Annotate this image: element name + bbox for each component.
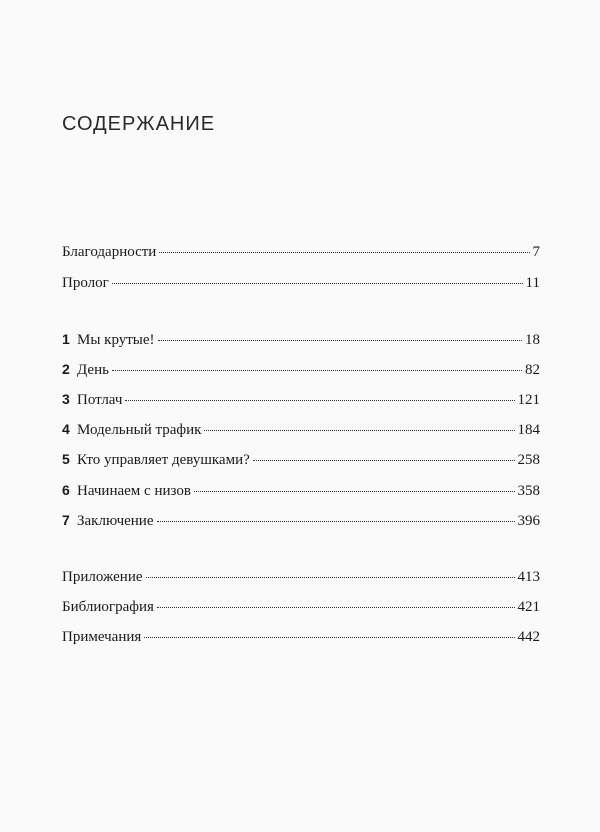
toc-entry-chapter-2 — [62, 360, 540, 379]
chapter-number: 6 — [62, 482, 70, 498]
dot-leader — [157, 606, 515, 608]
toc-entry-page: 11 — [525, 275, 540, 291]
toc-entry-title: Благодарности — [62, 244, 157, 260]
chapter-number: 3 — [62, 391, 70, 407]
toc-entry-page: 396 — [517, 513, 540, 529]
chapter-number: 5 — [62, 451, 70, 467]
toc-entry-chapter-6 — [62, 481, 540, 500]
toc-entry-chapter-3 — [62, 390, 540, 409]
toc-entry-title: Мы крутые! — [77, 332, 155, 348]
toc-entry-prologue — [62, 274, 540, 292]
dot-leader — [204, 429, 514, 431]
toc-entry-page: 18 — [525, 332, 540, 348]
toc-entry-title: Кто управляет девушками? — [77, 452, 250, 468]
toc-entry-appendix — [62, 568, 540, 586]
toc-entry-title: Пролог — [62, 275, 109, 291]
toc-entry-chapter-4 — [62, 420, 540, 439]
toc-entry-title: Примечания — [62, 629, 142, 645]
toc-entry-page: 121 — [517, 392, 540, 408]
toc-entry-chapter-5 — [62, 450, 540, 469]
toc-entry-chapter-7 — [62, 511, 540, 530]
toc-entry-page: 82 — [525, 362, 540, 378]
toc-entry-title: День — [77, 362, 109, 378]
toc-entry-page: 358 — [517, 483, 540, 499]
toc-entry-page: 184 — [517, 422, 540, 438]
toc-entry-acknowledgements — [62, 243, 540, 261]
toc-entry-page: 413 — [517, 569, 540, 585]
dot-leader — [253, 459, 515, 461]
toc-entry-chapter-1 — [62, 330, 540, 349]
toc-entry-title: Приложение — [62, 569, 143, 585]
toc-entry-page: 442 — [517, 629, 540, 645]
dot-leader — [112, 369, 522, 371]
dot-leader — [157, 520, 515, 522]
dot-leader — [146, 576, 515, 578]
chapter-number: 4 — [62, 421, 70, 437]
dot-leader — [159, 251, 529, 253]
toc-entry-page: 258 — [517, 452, 540, 468]
chapter-number: 7 — [62, 512, 70, 528]
dot-leader — [112, 282, 523, 284]
toc-entry-title: Библиография — [62, 599, 154, 615]
dot-leader — [158, 339, 522, 341]
toc-entry-title: Заключение — [77, 513, 154, 529]
chapter-number: 1 — [62, 331, 70, 347]
toc-entry-bibliography — [62, 598, 540, 616]
toc-entry-notes — [62, 628, 540, 646]
toc-entry-page: 7 — [532, 244, 540, 260]
toc-entry-page: 421 — [517, 599, 540, 615]
dot-leader — [125, 399, 514, 401]
toc-entry-title: Потлач — [77, 392, 123, 408]
page-title: СОДЕРЖАНИЕ — [62, 113, 216, 135]
toc-entry-title: Модельный трафик — [77, 422, 202, 438]
chapter-number: 2 — [62, 361, 70, 377]
dot-leader — [194, 490, 515, 492]
toc-entry-title: Начинаем с низов — [77, 483, 191, 499]
dot-leader — [144, 636, 514, 638]
